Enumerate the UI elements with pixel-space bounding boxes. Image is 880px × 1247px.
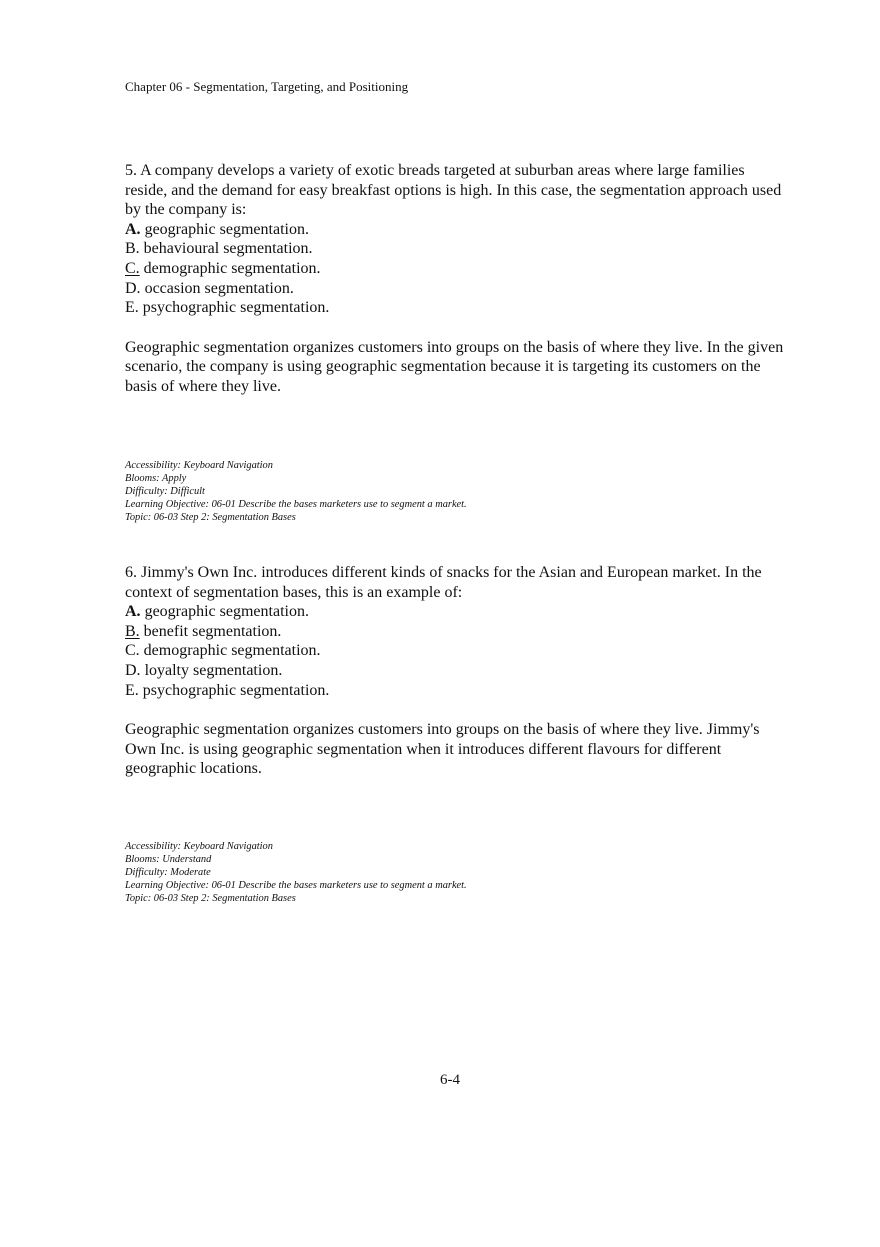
answer-options xyxy=(125,220,785,318)
option-letter: B. xyxy=(125,240,140,258)
option-a xyxy=(125,220,785,240)
option-text: psychographic segmentation. xyxy=(138,299,330,317)
meta-blooms: Blooms: Understand xyxy=(125,854,212,865)
option-c xyxy=(125,259,785,279)
option-letter: C. xyxy=(125,642,140,660)
meta-topic: Topic: 06-03 Step 2: Segmentation Bases xyxy=(125,512,296,523)
question-metadata xyxy=(125,459,467,524)
option-text: behavioural segmentation. xyxy=(139,240,313,258)
meta-blooms: Blooms: Apply xyxy=(125,473,187,484)
option-letter: D. xyxy=(125,661,141,679)
option-a xyxy=(125,602,785,622)
option-e xyxy=(125,681,785,701)
question-6 xyxy=(125,563,785,779)
option-letter: E. xyxy=(125,681,139,699)
option-text: benefit segmentation. xyxy=(139,622,282,640)
option-text: demographic segmentation. xyxy=(139,642,321,660)
option-letter: D. xyxy=(125,279,141,297)
option-text: psychographic segmentation. xyxy=(138,681,330,699)
meta-learning-objective: Learning Objective: 06-01 Describe the bases marketers use to segment a market. xyxy=(125,499,467,510)
answer-explanation: Geographic segmentation organizes customers into groups on the basis of where they live. Jimmy's Own Inc. is using geographic segmentation when it introduces different flavours for different geographic locations. xyxy=(125,721,760,778)
option-text: loyalty segmentation. xyxy=(140,661,283,679)
question-5 xyxy=(125,161,785,397)
page-header: Chapter 06 - Segmentation, Targeting, and Positioning xyxy=(125,79,409,94)
meta-accessibility: Accessibility: Keyboard Navigation xyxy=(125,841,273,852)
meta-learning-objective: Learning Objective: 06-01 Describe the bases marketers use to segment a market. xyxy=(125,880,467,891)
answer-explanation: Geographic segmentation organizes customers into groups on the basis of where they live. In the given scenario, the company is using geographic segmentation because it is targeting its customers on the basis of where they live. xyxy=(125,338,784,395)
option-letter: E. xyxy=(125,299,139,317)
question-stem: 6. Jimmy's Own Inc. introduces different kinds of snacks for the Asian and European market. In the context of segmentation bases, this is an example of: xyxy=(125,564,762,601)
option-d xyxy=(125,661,785,681)
option-letter: A. xyxy=(125,220,141,238)
option-letter: A. xyxy=(125,603,141,621)
option-text: geographic segmentation. xyxy=(140,603,309,621)
answer-options xyxy=(125,602,785,700)
page-number: 6-4 xyxy=(440,1072,460,1088)
meta-difficulty: Difficulty: Difficult xyxy=(125,486,205,497)
option-text: geographic segmentation. xyxy=(140,220,309,238)
meta-difficulty: Difficulty: Moderate xyxy=(125,867,211,878)
option-c xyxy=(125,641,785,661)
option-b xyxy=(125,239,785,259)
question-metadata xyxy=(125,840,467,905)
option-text: demographic segmentation. xyxy=(139,259,321,277)
question-stem: 5. A company develops a variety of exotic breads targeted at suburban areas where large families reside, and the demand for easy breakfast options is high. In this case, the segmentation approach used by the company is: xyxy=(125,162,782,219)
option-e xyxy=(125,298,785,318)
option-d xyxy=(125,279,785,299)
option-text: occasion segmentation. xyxy=(140,279,294,297)
option-b xyxy=(125,622,785,642)
option-letter: B. xyxy=(125,622,140,640)
meta-topic: Topic: 06-03 Step 2: Segmentation Bases xyxy=(125,893,296,904)
meta-accessibility: Accessibility: Keyboard Navigation xyxy=(125,460,273,471)
option-letter: C. xyxy=(125,259,140,277)
